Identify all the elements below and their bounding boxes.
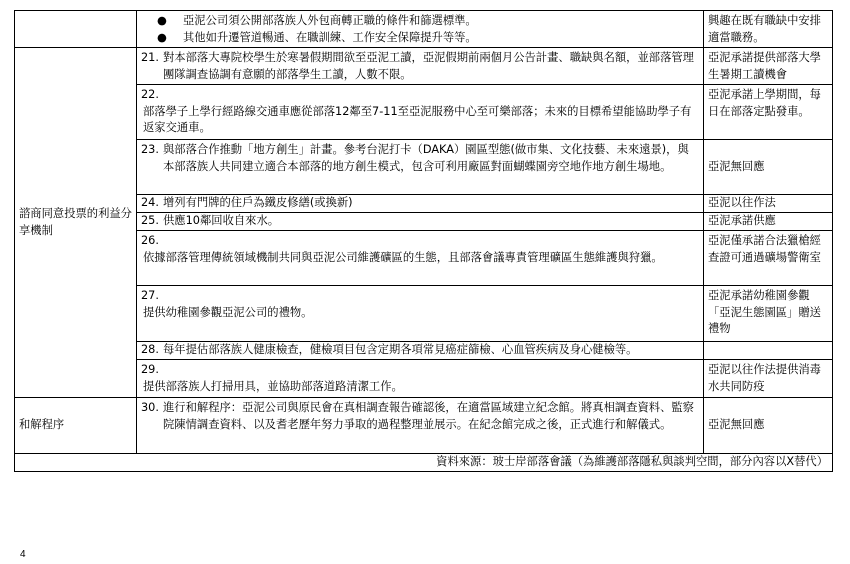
response-cell: 興趣在既有職缺中安排適當職務。	[704, 11, 833, 48]
response-cell: 亞泥承諾幼稚園參觀「亞泥生態園區」贈送禮物	[704, 286, 833, 342]
response-cell: 亞泥無回應	[704, 398, 833, 454]
item-cell	[137, 48, 704, 85]
table-row	[15, 11, 833, 48]
item-text: 每年提估部落族人健康檢查，健檢項目包含定期各項常見癌症篩檢、心血管疾病及身心健檢等。	[163, 343, 638, 356]
item-number: 24.	[141, 196, 159, 209]
item-number: 23.	[141, 143, 159, 156]
response-cell: 亞泥以往作法提供消毒水共同防疫	[704, 360, 833, 398]
item-number: 25.	[141, 214, 159, 227]
item-cell	[137, 398, 704, 454]
item-text: 依據部落管理傳統領域機制共同與亞泥公司維護礦區的生態，且部落會議專責管理礦區生態維護與狩獵。	[143, 250, 663, 264]
table-row	[15, 48, 833, 85]
item-text: 提供部落族人打掃用具，並協助部落道路清潔工作。	[143, 379, 403, 393]
item-cell	[137, 213, 704, 231]
response-cell: 亞泥承諾供應	[704, 213, 833, 231]
table-row	[15, 398, 833, 454]
item-cell	[137, 195, 704, 213]
bullet-icon: ●	[157, 30, 167, 44]
table-row	[15, 286, 833, 342]
page-number: 4	[20, 549, 26, 560]
table-row	[15, 360, 833, 398]
item-text: 進行和解程序：亞泥公司與原民會在真相調查報告確認後，在適當區域建立紀念館。將真相調查資料、監察院陳情調查資料、以及耆老歷年努力爭取的過程整理並展示。在紀念館完成之後，正式進行和解儀式。	[163, 401, 694, 431]
category-benefit-sharing: 諮商同意投票的利益分享機制	[15, 48, 137, 398]
item-cell	[137, 286, 704, 342]
table-row	[15, 342, 833, 360]
bullet-text: 亞泥公司須公開部落族人外包商轉正職的條件和篩選標準。	[183, 14, 477, 27]
table-row	[15, 140, 833, 195]
item-cell	[137, 140, 704, 195]
item-number: 29.	[141, 363, 159, 376]
item-text: 與部落合作推動「地方創生」計畫。參考台泥打卡（DAKA）園區型態(做市集、文化技藝、未來遠景)，與本部落族人共同建立適合本部落的地方創生模式，包含可利用廠區對面蝴蝶園旁空地作地方創生場地。	[163, 143, 689, 173]
item-number: 30.	[141, 401, 159, 414]
item-cell	[137, 231, 704, 286]
source-row	[15, 454, 833, 472]
item-text: 提供幼稚園參觀亞泥公司的禮物。	[143, 305, 313, 319]
response-cell: 亞泥承諾上學期間，每日在部落定點發車。	[704, 85, 833, 140]
item-text: 供應10鄰回收自來水。	[163, 214, 280, 227]
item-number: 21.	[141, 51, 159, 64]
bullet-icon: ●	[157, 14, 167, 27]
item-cell	[137, 85, 704, 140]
table-row	[15, 85, 833, 140]
bullet-text: 其他如升遷管道暢通、在職訓練、工作安全保障提升等等。	[183, 30, 477, 44]
agreement-table	[14, 10, 833, 472]
item-cell	[137, 360, 704, 398]
item-text: 部落學子上學行經路線交通車應從部落12鄰至7-11至亞泥服務中心至可樂部落；未來的目標希望能協助學子有返家交通車。	[143, 104, 692, 134]
item-number: 22.	[141, 88, 159, 101]
response-cell: 亞泥無回應	[704, 140, 833, 195]
item-cell	[137, 342, 704, 360]
category-reconciliation: 和解程序	[15, 398, 137, 454]
response-cell: 亞泥承諾提供部落大學生暑期工讀機會	[704, 48, 833, 85]
source-note: 資料來源：玻士岸部落會議（為維護部落隱私與談判空間，部分內容以X替代）	[15, 454, 833, 472]
response-cell	[704, 342, 833, 360]
item-text: 對本部落大專院校學生於寒暑假期間欲至亞泥工讀，亞泥假期前兩個月公告計畫、職缺與名額，並部落管理團隊調查協調有意願的部落學生工讀，人數不限。	[163, 51, 694, 81]
item-cell	[137, 11, 704, 48]
item-number: 27.	[141, 289, 159, 302]
table-row	[15, 231, 833, 286]
item-number: 26.	[141, 234, 159, 247]
item-text: 增列有門牌的住戶為鐵皮修繕(或換新)	[163, 196, 353, 209]
category-cell-empty	[15, 11, 137, 48]
response-cell: 亞泥僅承諾合法獵槍經查證可通過礦場警衛室	[704, 231, 833, 286]
list-item	[141, 13, 699, 30]
table-row	[15, 213, 833, 231]
response-cell: 亞泥以往作法	[704, 195, 833, 213]
list-item	[141, 30, 699, 47]
item-number: 28.	[141, 343, 159, 356]
table-row	[15, 195, 833, 213]
